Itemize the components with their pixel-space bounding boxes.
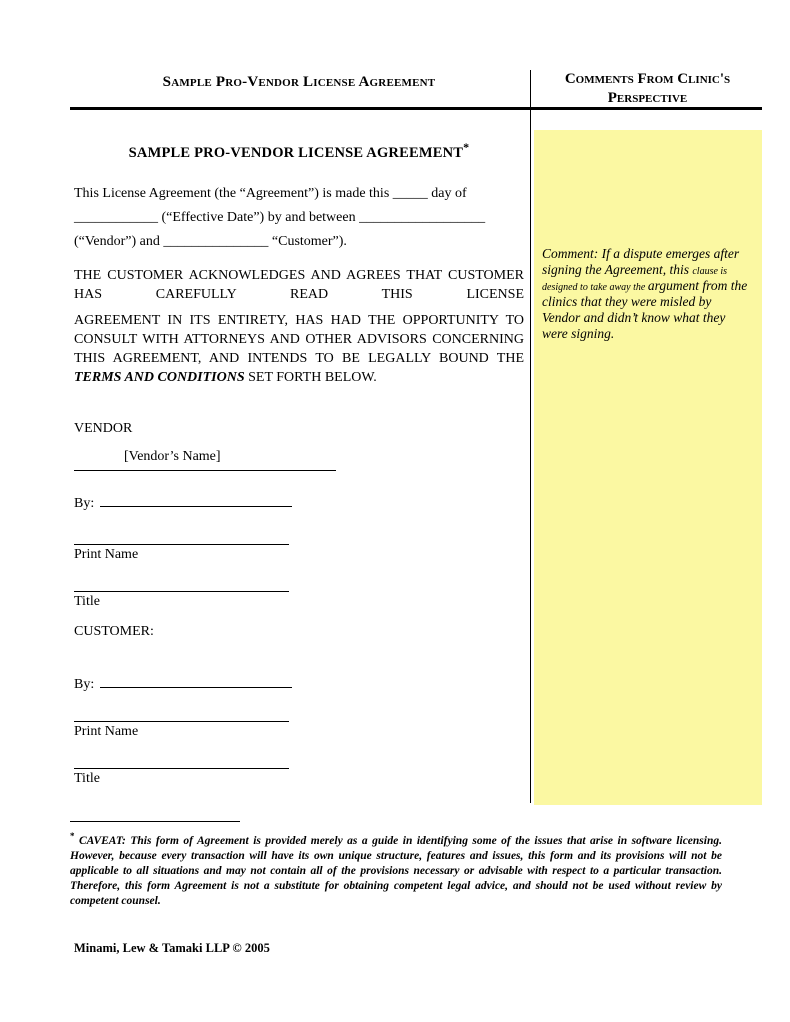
vendor-title-label: Title [74, 593, 100, 609]
left-column-header: Sample Pro-Vendor License Agreement [162, 74, 436, 90]
caveat-footnote-text: CAVEAT: This form of Agreement is provided merely as a guide in identifying some of the issues that arise in software licensing. However, because every transaction will have its own unique structure, features and issues, this form and its provisions will not be applicable to all situations and may not contain all of the provisions necessary or advisable with respect to a particular transaction. Therefore, this form Agreement is not a substitute for obtaining competent legal advice, and should not be used without review by competent counsel. [70, 834, 722, 907]
customer-signature-line [100, 674, 292, 688]
caveat-footnote [70, 829, 722, 909]
acknowledgement-text-before: AGREEMENT IN ITS ENTIRETY, HAS HAD THE OPPORTUNITY TO CONSULT WITH ATTORNEYS AND OTHER ADVISORS CONCERNING THIS AGREEMENT, AND INTENDS TO BE LEGALLY BOUND THE [74, 312, 524, 366]
customer-title-label: Title [74, 770, 100, 786]
vendor-print-name-label: Print Name [74, 546, 139, 562]
customer-title-line [74, 768, 289, 769]
vendor-name-placeholder: [Vendor’s Name] [124, 448, 221, 464]
terms-and-conditions-emphasis: TERMS AND CONDITIONS [74, 369, 245, 385]
column-divider-line [530, 70, 531, 803]
comment-text-tail: argument from the clinics that they were misled by Vendor and didn’t know what they were signing. [542, 277, 748, 341]
right-column-header: Comments From Clinic's Perspective [564, 71, 731, 106]
copyright-footer: Minami, Lew & Tamaki LLP © 2005 [74, 941, 270, 955]
customer-by-label: By: [74, 676, 95, 692]
header-divider-line [70, 107, 762, 110]
vendor-print-name-line [74, 544, 289, 545]
customer-print-name-line [74, 721, 289, 722]
vendor-heading: VENDOR [74, 420, 133, 436]
vendor-title-line [74, 591, 289, 592]
acknowledgement-paragraph-1: THE CUSTOMER ACKNOWLEDGES AND AGREES THAT CUSTOMER HAS CAREFULLY READ THIS LICENSE [74, 267, 524, 302]
clinic-comment [542, 246, 752, 342]
title-footnote-marker: * [463, 140, 470, 154]
comment-text-small: clause is designed to take away the [542, 265, 728, 293]
acknowledgement-text-after: SET FORTH BELOW. [244, 369, 377, 385]
intro-paragraph: This License Agreement (the “Agreement”) is made this _____ day of ____________ (“Effective Date”) by and between __________________ (“Vendor”) and _______________ “Customer”). [74, 185, 486, 249]
acknowledgement-paragraph-2 [74, 311, 524, 387]
customer-heading: CUSTOMER: [74, 623, 154, 639]
vendor-by-row [74, 493, 524, 512]
vendor-by-label: By: [74, 495, 95, 511]
customer-by-row [74, 674, 524, 693]
caveat-footnote-marker: * [70, 831, 75, 841]
customer-print-name-label: Print Name [74, 723, 139, 739]
footnote-separator-line [70, 821, 240, 822]
agreement-title-text: SAMPLE PRO-VENDOR LICENSE AGREEMENT [128, 144, 464, 161]
comment-text-lead: Comment: If a dispute emerges after signing the Agreement, this [542, 246, 740, 277]
agreement-title [74, 136, 524, 162]
vendor-name-line [74, 449, 336, 471]
vendor-signature-line [100, 493, 292, 507]
agreement-body [74, 136, 524, 787]
comments-highlight-panel [534, 130, 762, 805]
